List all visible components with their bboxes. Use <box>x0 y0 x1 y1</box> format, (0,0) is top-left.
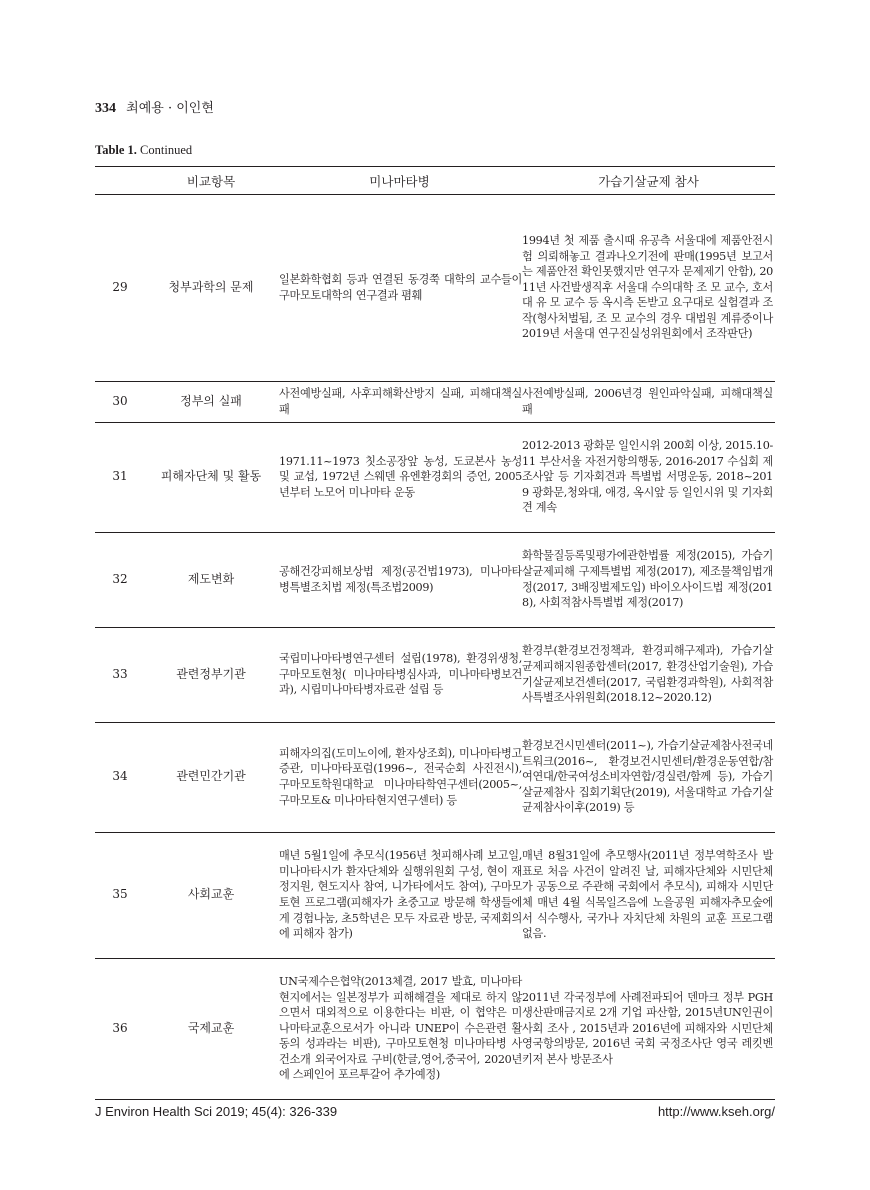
page-number: 334 <box>95 101 116 116</box>
table-label: Table 1. <box>95 143 137 157</box>
journal-citation: J Environ Health Sci 2019; 45(4): 326-339 <box>95 1104 338 1119</box>
table-row <box>95 959 775 1100</box>
row-number: 34 <box>95 723 145 833</box>
row-item: 정부의 실패 <box>145 382 277 423</box>
table-row <box>95 423 775 533</box>
row-item: 피해자단체 및 활동 <box>145 423 277 533</box>
row-humidifier: 환경부(환경보건정책과, 환경피해구제과), 가습기살균제피해지원종합센터(2017, 환경산업기술원), 가습기살균제보건센터(2017, 국립환경과학원), 사회적참사특별조사위원회(2018.12~2020.12) <box>522 628 775 723</box>
table-caption <box>95 143 192 158</box>
row-minamata: 일본화학협회 등과 연결된 동경쭉 대학의 교수들이 구마모토대학의 연구결과 폄훼 <box>277 195 522 382</box>
table-row <box>95 628 775 723</box>
row-number: 33 <box>95 628 145 723</box>
table-caption-text: Continued <box>140 143 193 157</box>
row-humidifier: 사전예방실패, 2006년경 원인파악실패, 피해대책실패 <box>522 382 775 423</box>
row-number: 31 <box>95 423 145 533</box>
row-minamata: 공해건강피해보상법 제정(공건법1973), 미나마타병특별조치법 제정(특조법2009) <box>277 533 522 628</box>
row-minamata: 피해자의집(도미노이에, 환자상조회), 미나마타병고증관, 미나마타포럼(1996~, 전국순회 사진전시), 구마모토학원대학교 미나마타학연구센터(2005~, 구마모토& 미나마타현지연구센터) 등 <box>277 723 522 833</box>
table-row <box>95 723 775 833</box>
journal-url[interactable]: http://www.kseh.org/ <box>657 1104 775 1119</box>
row-number: 29 <box>95 195 145 382</box>
header-humidifier: 가습기살균제 참사 <box>522 167 775 195</box>
table-header-row <box>95 167 775 195</box>
row-humidifier: 화학물질등록및평가에관한법률 제정(2015), 가습기살균제피해 구제특별법 제정(2017), 제조물책임법개정(2017, 3배징벌제도입) 바이오사이드법 제정(2018), 사회적참사특별법 제정(2017) <box>522 533 775 628</box>
row-humidifier: 2011년 각국정부에 사례전파되어 덴마크 정부 PGH생산판매금지로 2개 기업 파산함, 2015년UN인권이사회 조사 , 2015년과 2016년에 피해자와 시민단체 영국항의방문, 2016년 국회 국정조사단 영국 레킷벤키저 본사 방문조사 <box>522 959 775 1100</box>
row-minamata: UN국제수은협약(2013체결, 2017 발효, 미나마타 현지에서는 일본정부가 피해해결을 제대로 하지 않으면서 대외적으로 이용한다는 비판, 이 협약은 미나마타교훈으로서가 아니라 UNEP이 수은관련 활동의 성과라는 비판), 구마모토현청 미나마타병 사건소개 외국어자료 구비(한글,영어,중국어, 2020년에 스페인어 포르투갈어 추가예정) <box>277 959 522 1100</box>
row-minamata: 국립미나마타병연구센터 설립(1978), 환경위생청, 구마모토현청( 미나마타병심사과, 미나마타병보건과), 시립미나마타병자료관 설립 등 <box>277 628 522 723</box>
authors: 최예용 · 이인현 <box>126 101 214 116</box>
row-humidifier: 환경보건시민센터(2011~), 가습기살균제참사전국네트워크(2016~, 환경보건시민센터/환경운동연합/참여연대/한국여성소비자연합/경실련/함께 등), 가습기살균제참사 집회기획단(2019), 서울대학교 가습기살균제참사이후(2019) 등 <box>522 723 775 833</box>
row-minamata: 매년 5월1일에 추모식(1956년 첫피해사례 보고일, 미나마타시가 환자단체와 실행위원회 구성, 현이 재정지원, 현도지사 참여, 니가타에서도 참여), 구마모토현 프로그램(피해자가 초중고교 방문해 학생들에게 경험나눔, 초5학년은 모두 자료관 방문, 국제회의에 피해자 참가) <box>277 833 522 959</box>
row-item: 사회교훈 <box>145 833 277 959</box>
row-number: 36 <box>95 959 145 1100</box>
row-minamata: 1971.11~1973 칫소공장앞 농성, 도쿄본사 농성 및 교섭, 1972년 스웨덴 유엔환경회의 증언, 2005년부터 노모어 미나마타 운동 <box>277 423 522 533</box>
table-row <box>95 382 775 423</box>
row-humidifier: 1994년 첫 제품 출시때 유공측 서울대에 제품안전시험 의뢰해놓고 결과나오기전에 판매(1995년 보고서는 제품안전 확인못했지만 연구자 문제제기 안함), 2011년 사건발생직후 서울대 수의대학 조 모 교수, 호서대 유 모 교수 등 옥시측 돈받고 요구대로 실험결과 조작(형사처벌됨, 조 모 교수의 경우 대법원 계류중이나 2019년 서울대 연구진실성위원회에서 조작판단) <box>522 195 775 382</box>
header-number <box>95 167 145 195</box>
row-number: 32 <box>95 533 145 628</box>
header-minamata: 미나마타병 <box>277 167 522 195</box>
table-row <box>95 195 775 382</box>
row-item: 청부과학의 문제 <box>145 195 277 382</box>
row-humidifier: 2012-2013 광화문 일인시위 200회 이상, 2015.10-11 부산서울 자전거항의행동, 2016-2017 수십회 제조사앞 등 기자회견과 특별법 서명운동, 2018~2019 광화문,청와대, 애경, 옥시앞 등 일인시위 및 기자회견 계속 <box>522 423 775 533</box>
header-item: 비교항목 <box>145 167 277 195</box>
row-item: 관련민간기관 <box>145 723 277 833</box>
table-row <box>95 533 775 628</box>
row-humidifier: 매년 8월31일에 추모행사(2011년 정부역학조사 발표로 처음 사건이 알려진 날, 피해자단체와 시민단체가 공동으로 주관해 국회에서 추모식), 피해자 시민단체 매년 4월 식목일즈음에 노을공원 피해자추모숲에서 식수행사, 국가나 자치단체 차원의 교훈 프로그램 없음. <box>522 833 775 959</box>
row-item: 국제교훈 <box>145 959 277 1100</box>
row-minamata: 사전예방실패, 사후피해확산방지 실패, 피해대책실패 <box>277 382 522 423</box>
page-header <box>95 97 214 117</box>
comparison-table <box>95 166 775 1100</box>
row-item: 제도변화 <box>145 533 277 628</box>
row-number: 30 <box>95 382 145 423</box>
row-number: 35 <box>95 833 145 959</box>
table-row <box>95 833 775 959</box>
row-item: 관련정부기관 <box>145 628 277 723</box>
